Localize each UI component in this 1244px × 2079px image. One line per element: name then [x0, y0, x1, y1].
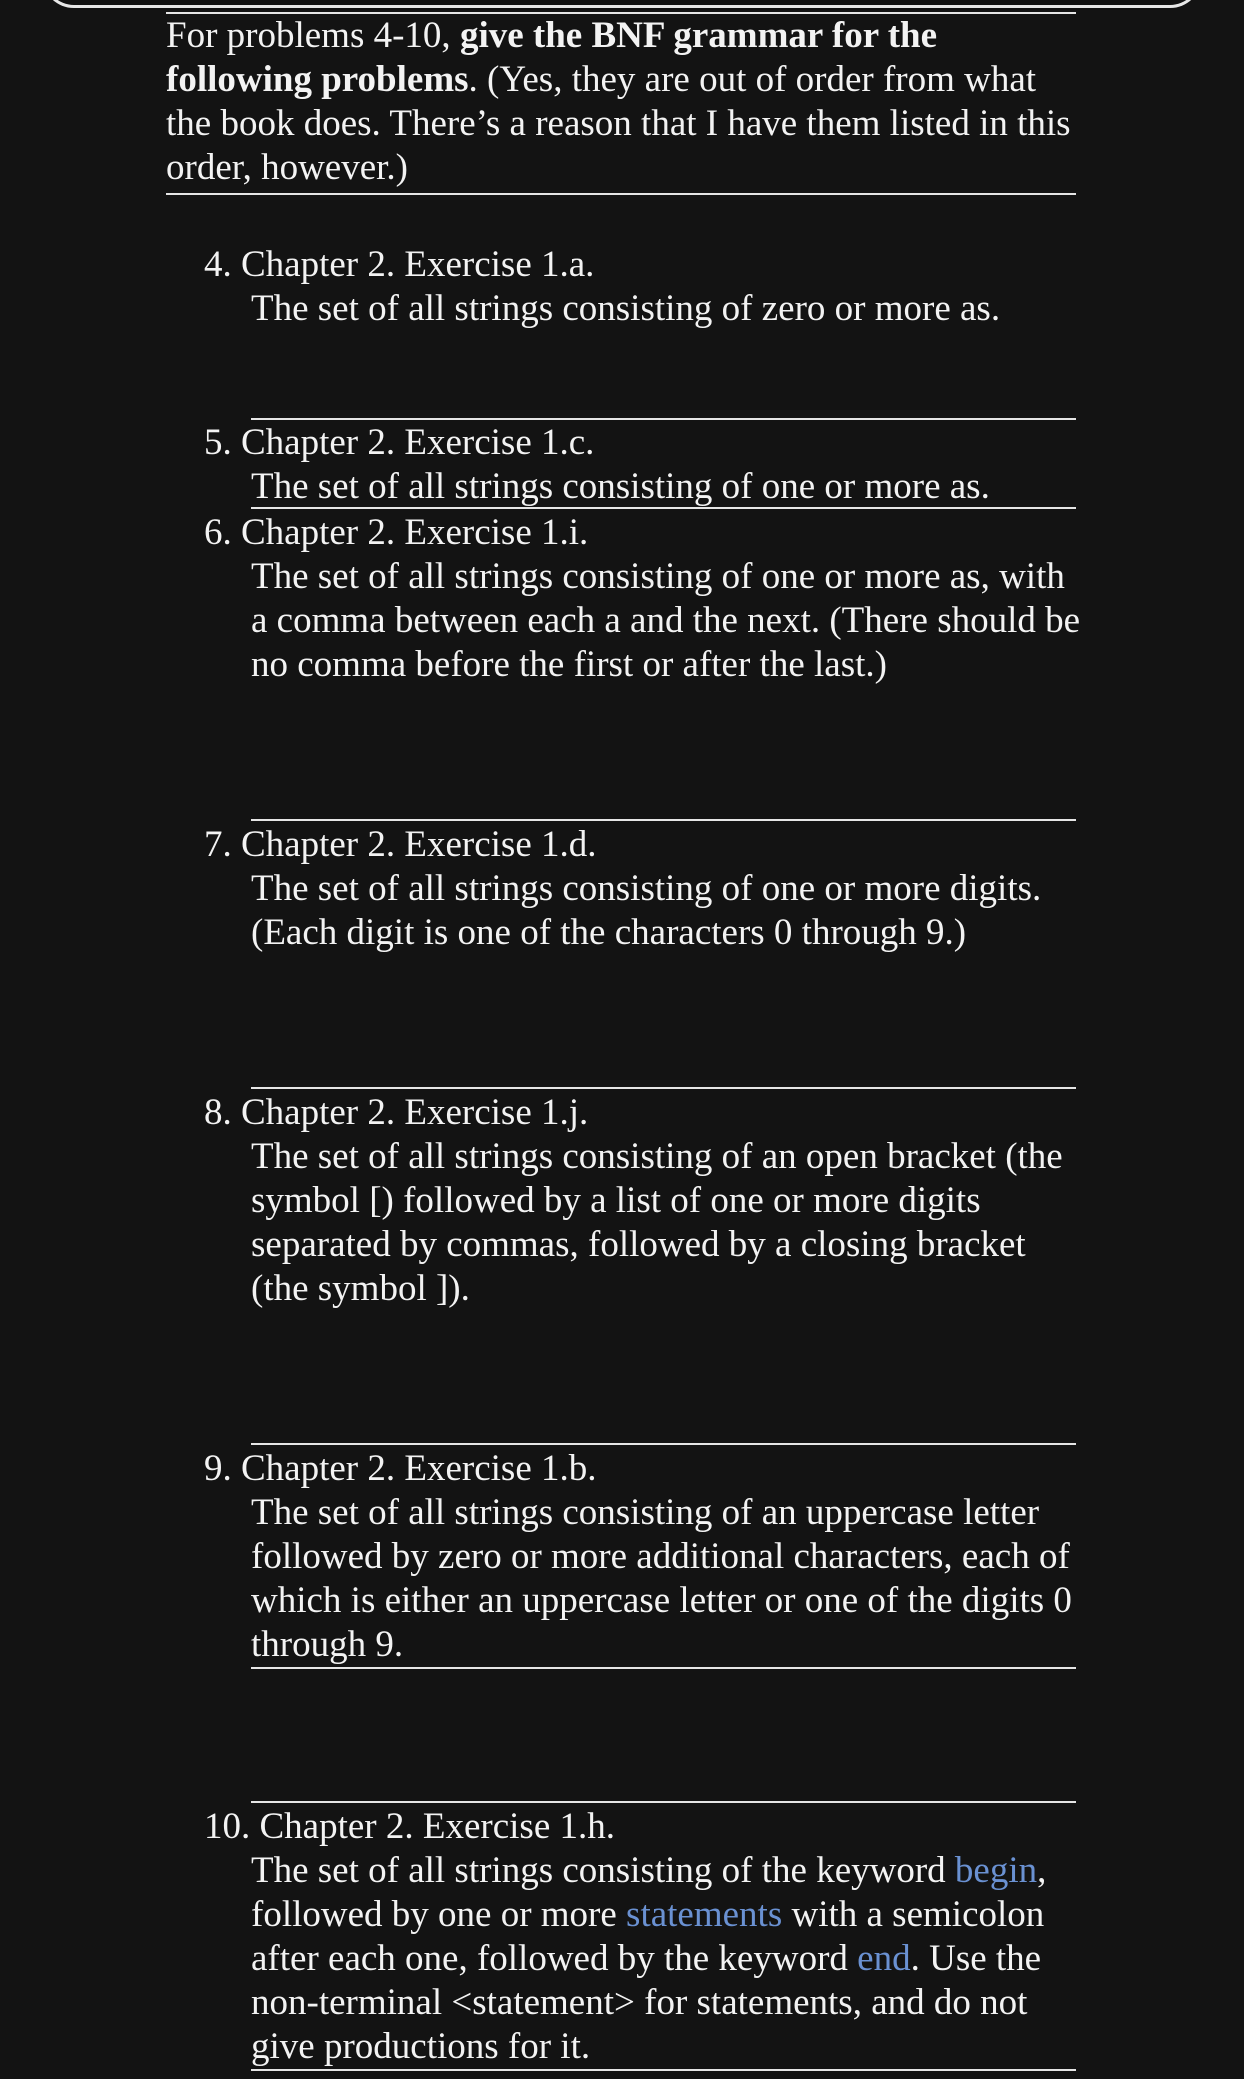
answer-line: [251, 1667, 1076, 1669]
answer-line: [251, 2069, 1076, 2071]
problem-8-heading: [204, 1091, 588, 1135]
problem-number: 8.: [204, 1092, 232, 1133]
problem-title: Chapter 2. Exercise 1.h.: [259, 1806, 615, 1847]
problem-number: 4.: [204, 244, 232, 285]
answer-line: [251, 418, 1076, 420]
problem-9-heading: [204, 1447, 597, 1491]
problem-10-description: [251, 1849, 1081, 2069]
rule-after-instructions: [166, 193, 1076, 195]
problem-9-description: The set of all strings consisting of an uppercase letter followed by zero or more additional characters, each of which is either an uppercase letter or one of the digits 0 through 9.: [251, 1492, 1072, 1665]
problem-7-description: The set of all strings consisting of one or more digits. (Each digit is one of the characters 0 through 9.): [251, 868, 1042, 953]
problem-6-description: The set of all strings consisting of one or more as, with a comma between each a and the next. (There should be no comma before the first or after the last.): [251, 556, 1081, 685]
problem-number: 10.: [204, 1806, 251, 1847]
answer-line: [251, 1087, 1076, 1089]
problem-title: Chapter 2. Exercise 1.c.: [241, 422, 595, 463]
problem-10-heading: [204, 1805, 615, 1849]
instructions-bold: give the BNF grammar for the following problems: [166, 15, 938, 100]
problem-title: Chapter 2. Exercise 1.b.: [241, 1448, 597, 1489]
problem-number: 6.: [204, 512, 232, 553]
problem-number: 5.: [204, 422, 232, 463]
problem-title: Chapter 2. Exercise 1.j.: [241, 1092, 589, 1133]
problem-4-description: The set of all strings consisting of zero or more as.: [251, 288, 1001, 329]
instructions-paragraph: [166, 14, 1076, 190]
desc-text: The set of all strings consisting of the keyword: [251, 1850, 955, 1891]
problem-number: 9.: [204, 1448, 232, 1489]
instructions-prefix: For problems 4-10,: [166, 15, 460, 56]
instructions-suffix: . (Yes, they are out of order from what the book does. There’s a reason that I have them listed in this order, however.): [166, 59, 1071, 188]
keyword-end: end: [857, 1938, 911, 1979]
desc-text: with a semicolon after each one, followed by the keyword: [251, 1894, 1045, 1979]
answer-line: [251, 507, 1076, 509]
problem-number: 7.: [204, 824, 232, 865]
desc-text: . Use the non-terminal <statement> for statements, and do not give productions for it.: [251, 1938, 1042, 2067]
problem-title: Chapter 2. Exercise 1.a.: [241, 244, 595, 285]
problem-4-heading: [204, 243, 594, 287]
desc-text: , followed by one or more: [251, 1850, 1047, 1935]
problem-title: Chapter 2. Exercise 1.d.: [241, 824, 597, 865]
problem-5-description: The set of all strings consisting of one or more as.: [251, 466, 990, 507]
problem-7-heading: [204, 823, 597, 867]
answer-line: [251, 1443, 1076, 1445]
keyword-begin: begin: [954, 1850, 1038, 1891]
answer-line: [251, 1801, 1076, 1803]
problem-8-description: The set of all strings consisting of an open bracket (the symbol [) followed by a list of one or more digits separated by commas, followed by a closing bracket (the symbol ]).: [251, 1136, 1063, 1309]
problem-6-heading: [204, 511, 588, 555]
answer-line: [251, 819, 1076, 821]
keyword-statements: statements: [626, 1894, 783, 1935]
problem-5-heading: [204, 421, 594, 465]
problem-title: Chapter 2. Exercise 1.i.: [241, 512, 589, 553]
top-frame-border: [42, 0, 1202, 8]
